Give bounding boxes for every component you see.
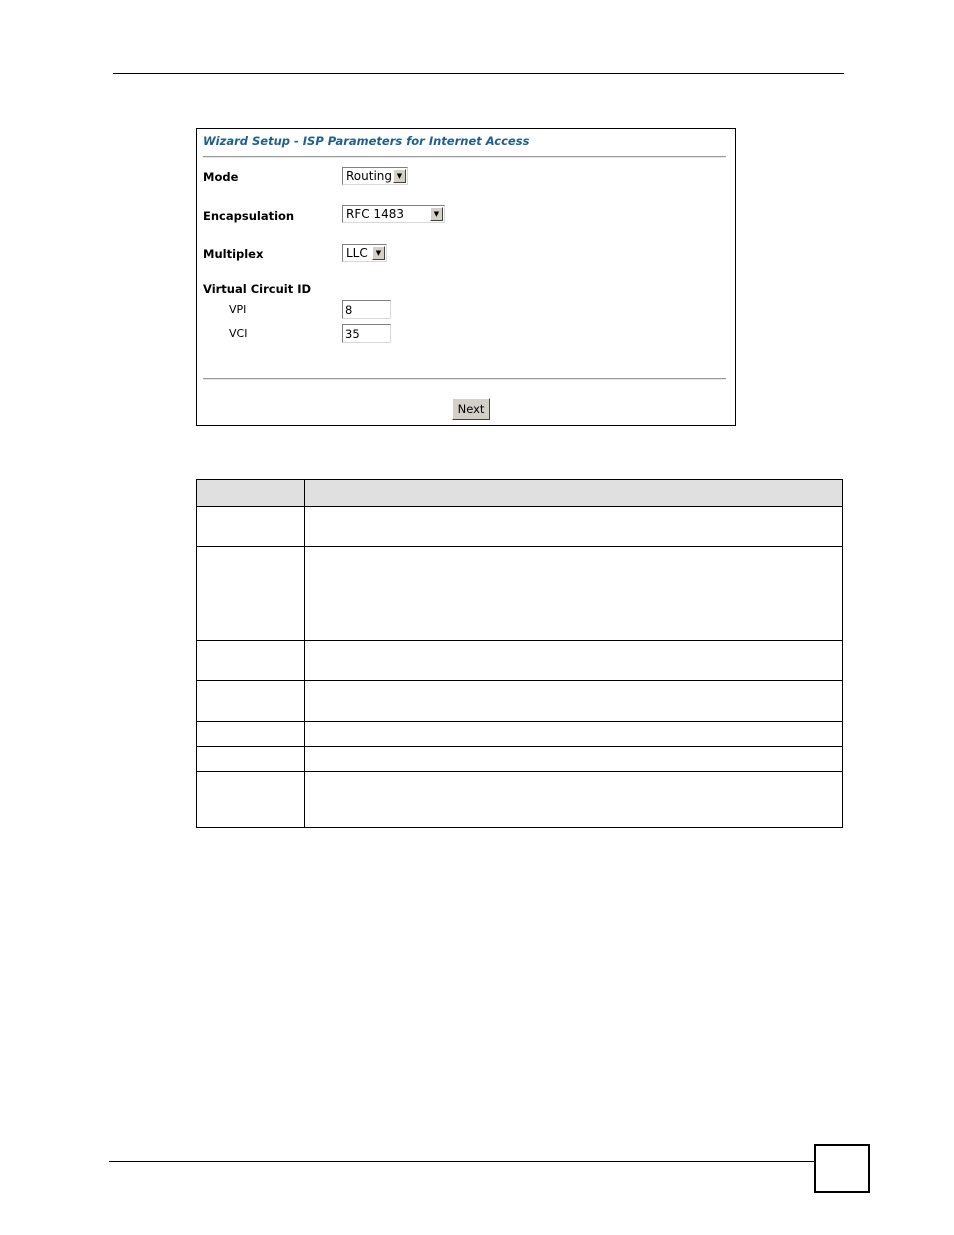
title-divider: [203, 156, 726, 158]
mode-select[interactable]: [342, 167, 408, 185]
table-cell: [305, 681, 843, 722]
vci-label: VCI: [229, 327, 248, 340]
table-cell: [305, 722, 843, 747]
wizard-panel: [196, 128, 736, 426]
virtual-circuit-label: Virtual Circuit ID: [203, 282, 312, 296]
table-row: [197, 641, 843, 681]
table-cell: [197, 722, 305, 747]
footer-divider: [203, 378, 726, 380]
vpi-input[interactable]: [342, 300, 391, 319]
table-row: [197, 507, 843, 547]
multiplex-select[interactable]: [342, 244, 387, 262]
table-cell: [305, 641, 843, 681]
next-button[interactable]: Next: [452, 398, 490, 420]
table-cell: [197, 507, 305, 547]
table-header-row: [197, 480, 843, 507]
page-number-box: [814, 1144, 870, 1193]
chevron-down-icon[interactable]: ▼: [393, 169, 406, 183]
chevron-down-icon[interactable]: ▼: [372, 246, 385, 260]
description-table: [196, 479, 843, 828]
encapsulation-select[interactable]: [342, 205, 445, 223]
table-row: [197, 681, 843, 722]
footer-rule: [109, 1161, 815, 1162]
table-row: [197, 722, 843, 747]
table-cell: [305, 507, 843, 547]
table-cell: [197, 641, 305, 681]
table-cell: [197, 547, 305, 641]
table-cell: [305, 747, 843, 772]
mode-select-value: Routing: [346, 169, 393, 183]
table-cell: [305, 547, 843, 641]
table-cell: [305, 772, 843, 828]
encapsulation-label: Encapsulation: [203, 209, 295, 223]
vci-input[interactable]: [342, 324, 391, 343]
table-cell: [197, 747, 305, 772]
header-rule: [113, 73, 844, 74]
chevron-down-icon[interactable]: ▼: [430, 207, 443, 221]
table-row: [197, 747, 843, 772]
multiplex-label: Multiplex: [203, 247, 264, 261]
wizard-title: Wizard Setup - ISP Parameters for Internet Access: [203, 134, 530, 148]
vpi-label: VPI: [229, 303, 247, 316]
table-cell: [197, 480, 305, 507]
table-cell: [197, 681, 305, 722]
table-cell: [197, 772, 305, 828]
mode-label: Mode: [203, 170, 239, 184]
table-row: [197, 772, 843, 828]
table-cell: [305, 480, 843, 507]
multiplex-select-value: LLC: [346, 246, 368, 260]
table-row: [197, 547, 843, 641]
encapsulation-select-value: RFC 1483: [346, 207, 404, 221]
